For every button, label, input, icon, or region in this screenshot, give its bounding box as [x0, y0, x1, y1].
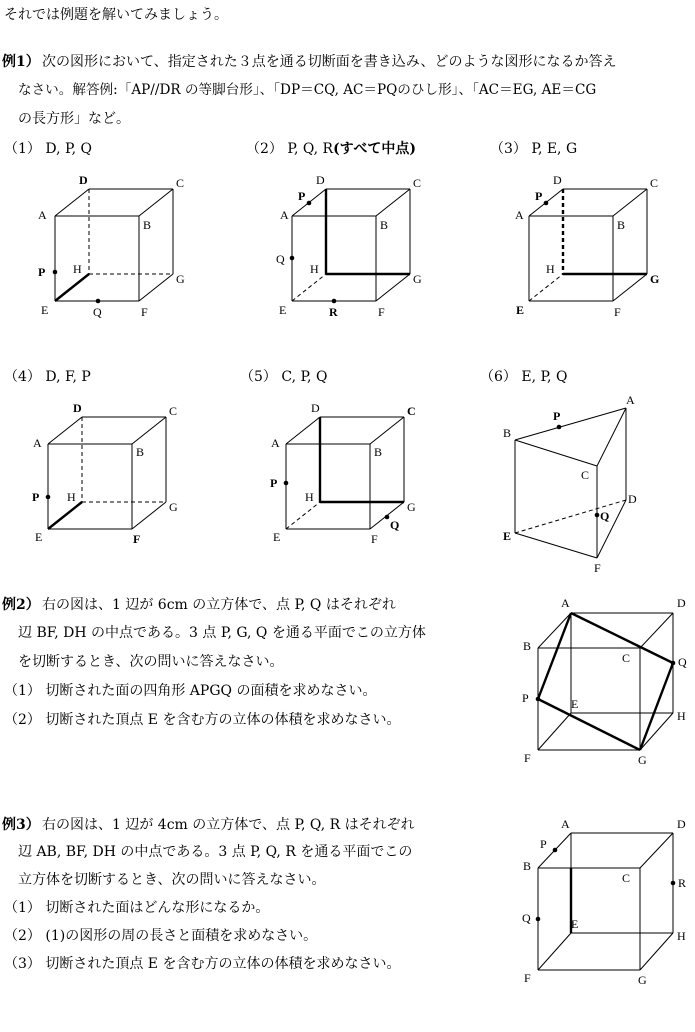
fig5-label-q: Q	[390, 518, 400, 532]
ex2-label-f: F	[524, 751, 531, 765]
fig1-label-d: D	[79, 173, 88, 187]
fig3-label-g: G	[650, 272, 660, 286]
ex3-label-b: B	[523, 859, 532, 873]
ex2-line1: 右の図は、1 辺が 6cm の立方体で、点 P, Q はそれぞれ	[42, 597, 396, 613]
ex3-label-f: F	[524, 971, 531, 985]
fig2-label-c: C	[413, 176, 422, 190]
ex3-question-1: （1） 切断された面はどんな形になるか。	[4, 900, 270, 916]
ex3-line1: 右の図は、1 辺が 4cm の立方体で、点 P, Q, R はそれぞれ	[42, 817, 415, 833]
fig2-label-p: P	[298, 189, 306, 203]
fig3-label-d: D	[553, 173, 562, 187]
fig6-label-b: B	[503, 426, 512, 440]
intro-text: それでは例題を解いてみましょう。	[4, 7, 228, 23]
ex3-question-3: （3） 切断された頂点 E を含む方の立体の体積を求めなさい。	[4, 956, 401, 972]
fig5-label-e: E	[273, 530, 281, 544]
fig1-label-e: E	[41, 303, 49, 317]
ex3-label-p: P	[540, 837, 547, 851]
fig1-label-f: F	[141, 305, 148, 319]
fig2-label-r: R	[329, 305, 338, 319]
ex1-item5-title: （5） C, P, Q	[240, 369, 328, 385]
ex2-label-g: G	[638, 753, 647, 767]
fig2-label-f: F	[378, 305, 385, 319]
fig4-label-h: H	[67, 490, 76, 504]
ex3-label-c: C	[622, 871, 631, 885]
ex2-line2: 辺 BF, DH の中点である。3 点 P, G, Q を通る平面でこの立方体	[18, 625, 426, 641]
ex3-label-d: D	[677, 817, 686, 831]
fig2-label-a: A	[280, 208, 289, 222]
ex3-label-a: A	[561, 817, 570, 831]
ex1-item1-title: （1） D, P, Q	[4, 141, 92, 157]
fig4-label-b: B	[136, 445, 145, 459]
ex2-question-1: （1） 切断された面の四角形 APGQ の面積を求めなさい。	[4, 683, 377, 699]
fig5-label-a: A	[271, 436, 280, 450]
fig6-label-p: P	[553, 409, 561, 423]
fig3-label-h: H	[546, 262, 555, 276]
ex3-label-g: G	[638, 973, 647, 987]
fig2-label-e: E	[279, 303, 287, 317]
ex3-label-r: R	[678, 876, 687, 890]
fig3-label-p: P	[535, 189, 543, 203]
fig2-label-b: B	[380, 218, 389, 232]
ex3-edges	[538, 833, 673, 970]
ex2-label-e: E	[571, 697, 579, 711]
ex2-label-q: Q	[678, 655, 687, 669]
fig4-label-e: E	[35, 530, 43, 544]
ex2-label-a: A	[561, 596, 570, 610]
fig1-label-c: C	[176, 176, 185, 190]
fig5-label-b: B	[374, 445, 383, 459]
ex3-line2: 辺 AB, BF, DH の中点である。3 点 P, Q, R を通る平面でこの	[18, 844, 413, 860]
ex1-heading: 例1）	[2, 54, 40, 70]
ex2-label-b: B	[523, 639, 532, 653]
ex3-question-2: （2） (1)の図形の周の長さと面積を求めなさい。	[4, 928, 318, 944]
fig1-label-b: B	[143, 218, 152, 232]
ex1-line2: なさい。解答例:「AP//DR の等脚台形」、「DP＝CQ, AC＝PQのひし形」、「AC＝EG, AE＝CG	[18, 82, 597, 98]
ex3-line3: 立方体を切断するとき、次の問いに答えなさい。	[18, 872, 326, 888]
fig1-label-p: P	[38, 265, 46, 279]
ex1-line3: の長方形」など。	[18, 111, 130, 127]
fig5-label-p: P	[270, 476, 278, 490]
fig1-label-q: Q	[93, 305, 102, 319]
fig1-label-g: G	[176, 272, 185, 286]
fig4-label-c: C	[169, 404, 178, 418]
fig3-label-b: B	[617, 218, 626, 232]
ex1-item4-title: （4） D, F, P	[4, 369, 91, 385]
fig5-label-d: D	[311, 401, 320, 415]
fig5-label-g: G	[407, 500, 416, 514]
fig6-label-d: D	[628, 492, 637, 506]
fig2-label-h: H	[310, 262, 319, 276]
fig5-label-c: C	[407, 404, 416, 418]
fig3-label-e: E	[516, 303, 525, 317]
ex3-point-p	[553, 848, 558, 853]
fig2-label-d: D	[316, 173, 325, 187]
ex1-item3-title: （3） P, E, G	[490, 141, 578, 157]
ex2-line3: を切断するとき、次の問いに答えなさい。	[18, 654, 284, 670]
fig2-label-q: Q	[276, 252, 285, 266]
fig3-label-f: F	[614, 305, 621, 319]
fig6-label-q: Q	[600, 509, 610, 523]
fig6-label-c: C	[581, 468, 590, 482]
fig5-label-h: H	[305, 490, 314, 504]
ex3-point-q	[536, 917, 541, 922]
fig1-label-h: H	[73, 262, 82, 276]
fig5-label-f: F	[371, 532, 378, 546]
fig4-label-d: D	[73, 401, 82, 415]
ex1-item6-title: （6） E, P, Q	[480, 369, 568, 385]
ex1-item2-points: （2） P, Q, R	[246, 141, 334, 157]
ex3-label-q: Q	[522, 911, 531, 925]
ex3-heading: 例3）	[2, 817, 40, 833]
ex2-label-d: D	[677, 596, 686, 610]
ex3-label-e: E	[571, 917, 579, 931]
ex1-item2-note: (すべて中点)	[333, 141, 417, 157]
fig4-label-f: F	[133, 532, 141, 546]
ex2-heading: 例2）	[2, 597, 40, 613]
ex2-label-p: P	[522, 691, 529, 705]
fig6-label-e: E	[503, 529, 512, 543]
fig6-label-a: A	[626, 393, 635, 407]
ex2-question-2: （2） 切断された頂点 E を含む方の立体の体積を求めなさい。	[4, 712, 401, 728]
ex2-label-c: C	[622, 651, 631, 665]
fig2-label-g: G	[413, 272, 422, 286]
ex1-line1: 次の図形において、指定された３点を通る切断面を書き込み、どのような図形になるか答え	[42, 54, 617, 70]
fig1-label-a: A	[38, 208, 47, 222]
fig4-label-a: A	[33, 436, 42, 450]
ex2-label-h: H	[677, 709, 686, 723]
ex3-point-r	[671, 881, 676, 886]
ex3-label-h: H	[677, 929, 686, 943]
fig3-label-c: C	[650, 176, 659, 190]
fig6-label-f: F	[594, 561, 601, 575]
fig4-label-p: P	[32, 490, 40, 504]
fig4-label-g: G	[169, 500, 178, 514]
fig3-label-a: A	[515, 208, 524, 222]
